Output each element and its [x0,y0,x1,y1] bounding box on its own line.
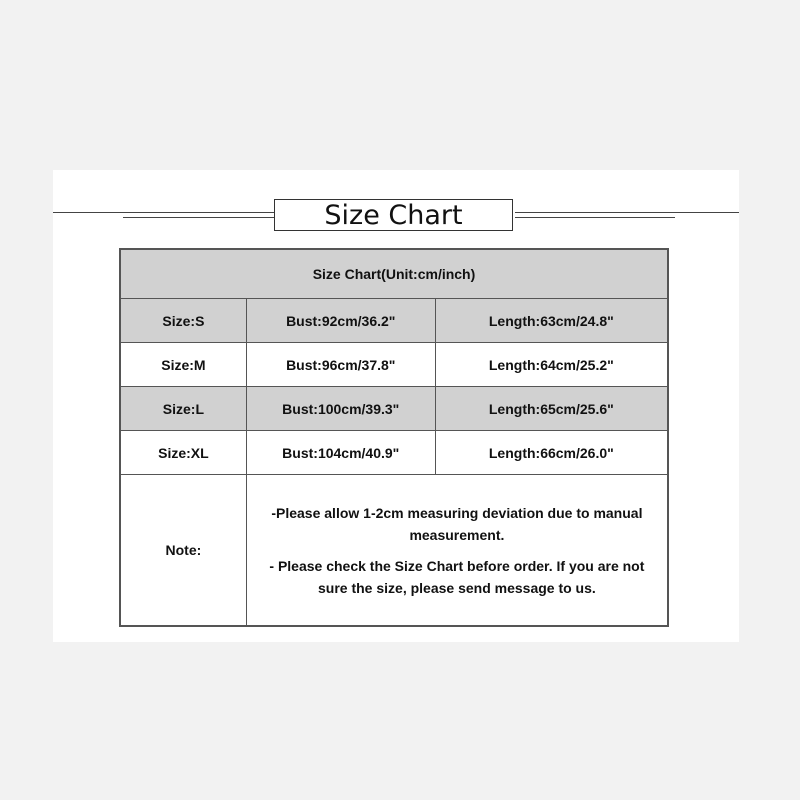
bust-cell: Bust:96cm/37.8" [246,343,435,387]
note-row [120,475,668,627]
decorative-rule [515,212,739,213]
table-header-row [120,249,668,299]
size-chart-card [53,170,739,642]
size-cell: Size:L [120,387,246,431]
size-table [119,248,669,627]
length-cell: Length:65cm/25.6" [435,387,668,431]
bust-cell: Bust:92cm/36.2" [246,299,435,343]
bust-cell: Bust:100cm/39.3" [246,387,435,431]
table-row [120,387,668,431]
note-line: -Please allow 1-2cm measuring deviation due to manual measurement. [271,504,643,543]
table-row [120,299,668,343]
bust-cell: Bust:104cm/40.9" [246,431,435,475]
table-row [120,431,668,475]
decorative-rule [123,217,274,218]
length-cell: Length:63cm/24.8" [435,299,668,343]
size-cell: Size:S [120,299,246,343]
decorative-rule [515,217,675,218]
size-cell: Size:XL [120,431,246,475]
note-text [246,475,668,627]
note-line: - Please check the Size Chart before order. If you are not sure the size, please send message to us. [269,557,645,596]
page-title: Size Chart [274,199,513,231]
table-row [120,343,668,387]
table-header: Size Chart(Unit:cm/inch) [120,249,668,299]
note-label: Note: [120,475,246,627]
size-cell: Size:M [120,343,246,387]
decorative-rule [53,212,274,213]
length-cell: Length:64cm/25.2" [435,343,668,387]
length-cell: Length:66cm/26.0" [435,431,668,475]
